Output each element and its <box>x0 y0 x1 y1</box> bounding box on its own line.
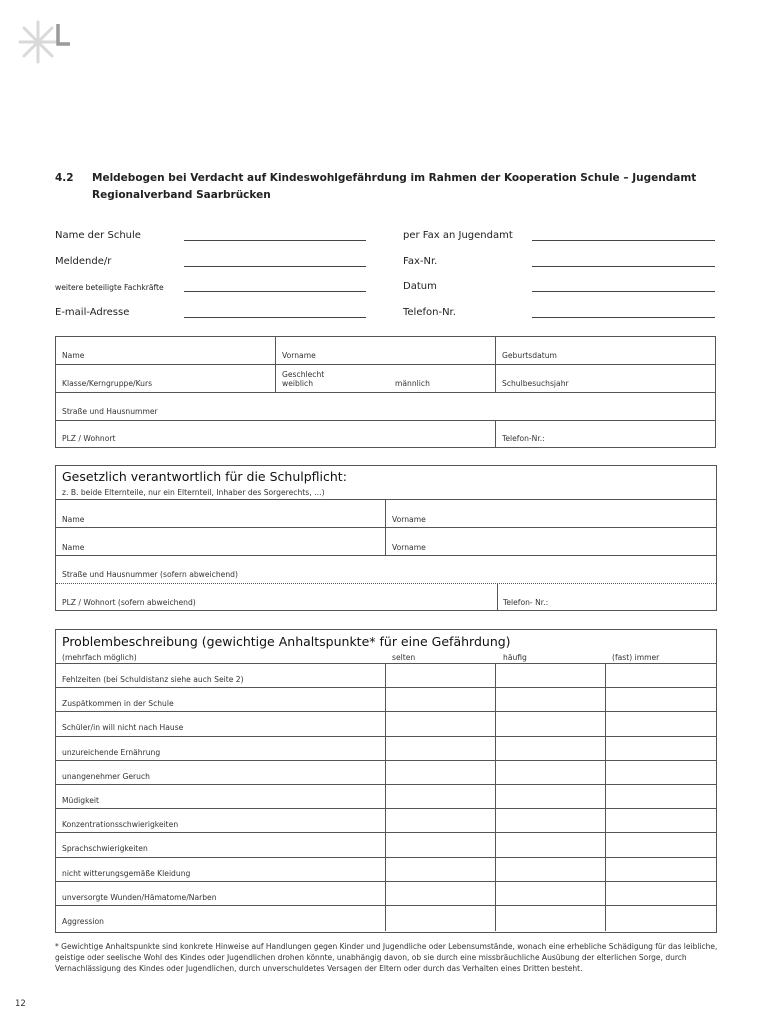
other-staff-label: weitere beteiligte Fachkräfte <box>55 283 164 292</box>
problem-title: Problembeschreibung (gewichtige Anhaltspunkte* für eine Gefährdung) <box>62 634 511 649</box>
problem-row-label: Schüler/in will nicht nach Hause <box>62 723 184 733</box>
email-line[interactable] <box>184 317 366 318</box>
class-field[interactable]: Klasse/Kerngruppe/Kurs <box>56 365 276 393</box>
guardian2-name-field[interactable]: Name <box>62 543 85 552</box>
page-number: 12 <box>15 999 26 1009</box>
guardian1-firstname-field[interactable]: Vorname <box>392 515 426 524</box>
problem-checkbox-often[interactable] <box>496 833 604 855</box>
problem-checkbox-often[interactable] <box>496 712 604 734</box>
birthdate-field[interactable]: Geburtsdatum <box>496 337 716 365</box>
problem-checkbox-often[interactable] <box>496 858 604 880</box>
problem-checkbox-rarely[interactable] <box>386 785 494 807</box>
phone-line[interactable] <box>532 317 715 318</box>
child-street-field[interactable]: Straße und Hausnummer <box>56 393 716 421</box>
problem-subtitle: (mehrfach möglich) <box>62 653 137 662</box>
problem-checkbox-always[interactable] <box>606 761 714 783</box>
problem-checkbox-rarely[interactable] <box>386 882 494 904</box>
problem-checkbox-often[interactable] <box>496 761 604 783</box>
problem-row-label: unangenehmer Geruch <box>62 771 150 781</box>
problem-checkbox-always[interactable] <box>606 785 714 807</box>
guardian1-name-field[interactable]: Name <box>62 515 85 524</box>
guardian2-firstname-field[interactable]: Vorname <box>392 543 426 552</box>
problem-checkbox-rarely[interactable] <box>386 712 494 734</box>
problem-row-label: Konzentrationsschwierigkeiten <box>62 820 179 830</box>
problem-row-label: Aggression <box>62 917 104 926</box>
problem-grid <box>55 663 717 931</box>
problem-checkbox-always[interactable] <box>606 688 714 710</box>
column-rarely: selten <box>392 653 416 662</box>
problem-checkbox-often[interactable] <box>496 809 604 831</box>
problem-row-label: Sprachschwierigkeiten <box>62 844 148 854</box>
problem-checkbox-rarely[interactable] <box>386 858 494 880</box>
guardian-title: Gesetzlich verantwortlich für die Schulpflicht: <box>62 469 347 484</box>
gender-field[interactable] <box>276 365 496 393</box>
problem-row-label: unversorgte Wunden/Hämatome/Narben <box>62 892 217 902</box>
guardian-phone-field[interactable]: Telefon- Nr.: <box>503 598 549 607</box>
problem-checkbox-always[interactable] <box>606 737 714 759</box>
male-option[interactable]: männlich <box>395 379 430 388</box>
problem-row-label: Zuspätkommen in der Schule <box>62 699 174 709</box>
problem-checkbox-always[interactable] <box>606 809 714 831</box>
child-name-field[interactable]: Name <box>56 337 276 365</box>
problem-checkbox-always[interactable] <box>606 858 714 880</box>
problem-checkbox-always[interactable] <box>606 712 714 734</box>
problem-checkbox-often[interactable] <box>496 737 604 759</box>
fax-to-office-line[interactable] <box>532 240 715 241</box>
problem-checkbox-always[interactable] <box>606 906 714 928</box>
child-city-field[interactable]: PLZ / Wohnort <box>56 421 496 448</box>
problem-checkbox-always[interactable] <box>606 882 714 904</box>
problem-checkbox-rarely[interactable] <box>386 664 494 686</box>
guardian-box <box>55 465 717 611</box>
email-label: E-mail-Adresse <box>55 307 130 318</box>
child-firstname-field[interactable]: Vorname <box>276 337 496 365</box>
organization-logo <box>14 14 74 70</box>
phone-label: Telefon-Nr. <box>403 307 456 318</box>
column-always: (fast) immer <box>612 653 660 662</box>
gender-label: Geschlecht <box>282 370 325 379</box>
guardian-subtitle: z. B. beide Elternteile, nur ein Elternteil, Inhaber des Sorgerechts, …) <box>62 488 325 497</box>
problem-row-label: Fehlzeiten (bei Schuldistanz siehe auch Seite 2) <box>62 675 244 684</box>
problem-checkbox-often[interactable] <box>496 785 604 807</box>
school-year-field[interactable]: Schulbesuchsjahr <box>496 365 716 393</box>
problem-checkbox-rarely[interactable] <box>386 688 494 710</box>
fax-number-line[interactable] <box>532 266 715 267</box>
problem-checkbox-rarely[interactable] <box>386 761 494 783</box>
guardian-city-field[interactable]: PLZ / Wohnort (sofern abweichend) <box>62 598 196 607</box>
problem-checkbox-rarely[interactable] <box>386 809 494 831</box>
date-label: Datum <box>403 281 437 292</box>
problem-checkbox-often[interactable] <box>496 882 604 904</box>
problem-checkbox-often[interactable] <box>496 906 604 928</box>
problem-checkbox-rarely[interactable] <box>386 906 494 928</box>
problem-checkbox-rarely[interactable] <box>386 833 494 855</box>
problem-row-label: Müdigkeit <box>62 796 100 805</box>
other-staff-line[interactable] <box>184 291 366 292</box>
problem-checkbox-often[interactable] <box>496 664 604 686</box>
fax-to-office-label: per Fax an Jugendamt <box>403 230 513 241</box>
fax-number-label: Fax-Nr. <box>403 256 438 267</box>
column-often: häufig <box>503 653 527 662</box>
school-name-line[interactable] <box>184 240 366 241</box>
guardian-street-field[interactable]: Straße und Hausnummer (sofern abweichend) <box>62 570 238 579</box>
problem-checkbox-rarely[interactable] <box>386 737 494 759</box>
heading-title: Meldebogen bei Verdacht auf Kindeswohlgefährdung im Rahmen der Kooperation Schule – Jugendamt Regionalverband Saarbrücken <box>92 172 697 201</box>
child-data-table <box>55 336 716 448</box>
problem-row-label: unzureichende Ernährung <box>62 747 161 757</box>
date-line[interactable] <box>532 291 715 292</box>
child-phone-field[interactable]: Telefon-Nr.: <box>496 421 716 448</box>
female-option[interactable]: weiblich <box>282 379 314 388</box>
school-name-label: Name der Schule <box>55 230 141 241</box>
problem-checkbox-always[interactable] <box>606 664 714 686</box>
reporter-line[interactable] <box>184 266 366 267</box>
problem-checkbox-often[interactable] <box>496 688 604 710</box>
reporter-label: Meldende/r <box>55 256 112 267</box>
footnote: * Gewichtige Anhaltspunkte sind konkrete Hinweise auf Handlungen gegen Kinder und Jugendliche oder Lebensumstände, wonach eine erhebliche Schädigung für das leibliche, geistige oder seelische Wohl des Kindes oder Jugendlichen drohen könnte, unabhängig davon, ob sie durch eine missbräuchliche Ausübung der elterlichen Sorge, durch Vernachlässigung des Kindes oder Jugendlichen, durch unverschuldetes Versagen der Eltern oder durch das Verhalten eines Dritten besteht. <box>55 942 718 973</box>
problem-row-label: nicht witterungsgemäße Kleidung <box>62 868 191 878</box>
heading-number: 4.2 <box>55 172 74 184</box>
problem-checkbox-always[interactable] <box>606 833 714 855</box>
